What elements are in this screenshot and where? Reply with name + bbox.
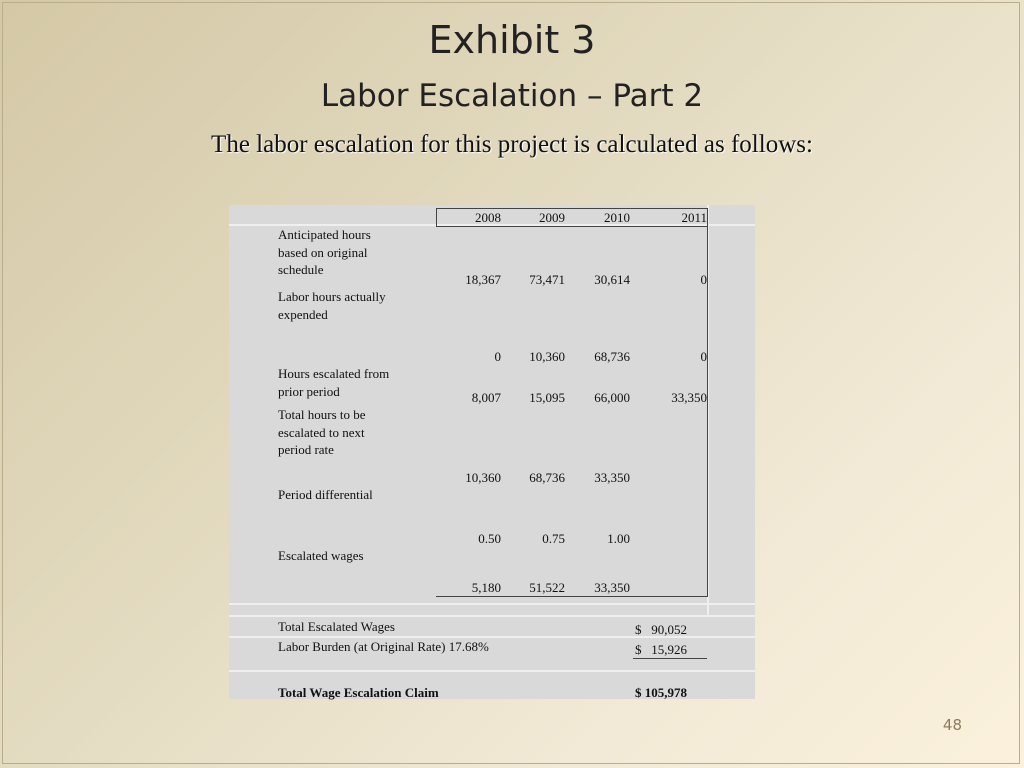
table-cell: 0 [700,349,707,364]
grid-line [229,615,755,617]
labor-escalation-table [229,205,755,699]
grid-line [229,603,755,605]
row-label: Hours escalated from prior period [278,366,390,399]
table-cell: 51,522 [529,580,565,595]
table-cell: 5,180 [471,580,501,595]
year-header: 2011 [681,210,707,225]
table-cell: 68,736 [529,470,565,485]
header-border-left [436,208,437,227]
page-number: 48 [942,716,962,734]
total-escalated-wages-value: $ 90,052 [635,622,687,637]
table-cell: 0 [700,272,707,287]
grid-line [229,670,755,672]
table-cell: 33,350 [594,580,630,595]
labor-burden-value: $ 15,926 [635,642,687,657]
header-border-bottom [436,226,708,227]
total-wage-escalation-claim-value: $ 105,978 [635,685,687,700]
table-border-bottom [436,596,708,597]
slide-title: Exhibit 3 [428,18,596,62]
row-label: Total hours to be escalated to next period rate [278,407,366,457]
slide-subtitle: Labor Escalation – Part 2 [320,78,704,114]
table-cell: 10,360 [529,349,565,364]
year-header: 2010 [604,210,630,225]
table-cell: 0.50 [478,531,501,546]
table-cell: 33,350 [594,470,630,485]
table-cell: 0.75 [542,531,565,546]
table-cell: 73,471 [529,272,565,287]
year-header: 2008 [475,210,501,225]
year-header: 2009 [539,210,565,225]
row-label: Anticipated hours based on original schedule [278,227,371,277]
total-escalated-wages-label: Total Escalated Wages [278,619,395,634]
subtotal-underline [633,658,707,659]
table-border-right [707,208,708,597]
table-cell: 15,095 [529,390,565,405]
table-cell: 30,614 [594,272,630,287]
table-cell: 33,350 [671,390,707,405]
table-cell: 66,000 [594,390,630,405]
table-cell: 68,736 [594,349,630,364]
row-label: Period differential [278,487,373,502]
row-label: Escalated wages [278,548,364,563]
table-cell: 18,367 [465,272,501,287]
slide-tagline: The labor escalation for this project is calculated as follows: [211,131,813,158]
labor-burden-label: Labor Burden (at Original Rate) 17.68% [278,639,489,654]
table-cell: 0 [494,349,501,364]
row-label: Labor hours actually expended [278,289,386,322]
total-wage-escalation-claim-label: Total Wage Escalation Claim [278,685,439,700]
table-cell: 8,007 [471,390,501,405]
table-cell: 1.00 [607,531,630,546]
table-cell: 10,360 [465,470,501,485]
